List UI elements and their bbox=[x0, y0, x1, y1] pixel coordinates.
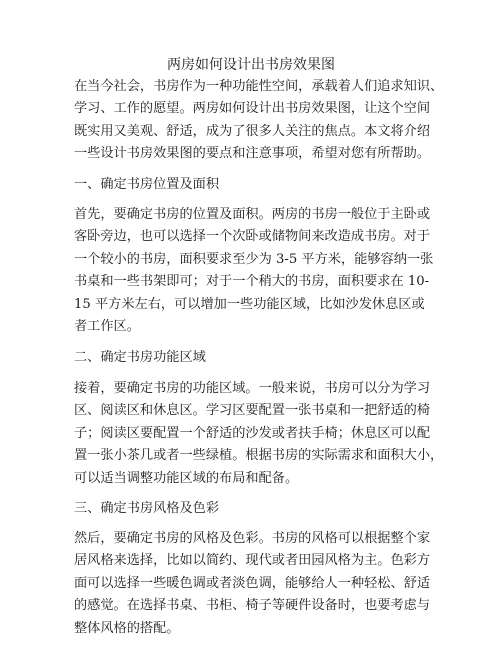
section-paragraph bbox=[74, 378, 444, 490]
paragraph-line: 然后，要确定书房的风格及色彩。书房的风格可以根据整个家 bbox=[74, 531, 431, 546]
paragraph-line: 可以适当调整功能区域的布局和配备。 bbox=[74, 470, 299, 486]
paragraph-line: 整体风格的搭配。 bbox=[74, 620, 180, 636]
paragraph-line: 既实用又美观、舒适，成为了很多人关注的焦点。本文将介绍 bbox=[74, 123, 431, 139]
paragraph-line: 置一张小茶几或者一些绿植。根据书房的实际需求和面积大小， bbox=[74, 448, 444, 464]
section-paragraph bbox=[74, 528, 434, 640]
paragraph-line: 的感觉。在选择书桌、书柜、椅子等硬件设备时，也要考虑与 bbox=[74, 598, 431, 614]
paragraph-line: 首先，要确定书房的位置及面积。两房的书房一般位于主卧或 bbox=[74, 207, 431, 222]
paragraph-line: 学习、工作的愿望。两房如何设计出书房效果图，让这个空间 bbox=[74, 101, 431, 117]
paragraph-line: 居风格来选择，比如以简约、现代或者田园风格为主。色彩方 bbox=[74, 553, 431, 569]
intro-paragraph bbox=[74, 76, 444, 166]
section-heading: 一、确定书房位置及面积 bbox=[74, 177, 220, 192]
document-title: 两房如何设计出书房效果图 bbox=[167, 57, 335, 73]
paragraph-line: 者工作区。 bbox=[74, 319, 140, 335]
paragraph-line: 一个较小的书房，面积要求至少为 3-5 平方米，能够容纳一张 bbox=[74, 251, 434, 267]
paragraph-line: 区、阅读区和休息区。学习区要配置一张书桌和一把舒适的椅 bbox=[74, 403, 431, 419]
paragraph-line: 接着，要确定书房的功能区域。一般来说，书房可以分为学习 bbox=[74, 381, 431, 396]
section-heading: 三、确定书房风格及色彩 bbox=[74, 501, 220, 516]
paragraph-line: 面可以选择一些暖色调或者淡色调，能够给人一种轻松、舒适 bbox=[74, 575, 431, 591]
section-heading: 二、确定书房功能区域 bbox=[74, 350, 206, 365]
section-paragraph bbox=[74, 204, 434, 338]
paragraph-line: 在当今社会，书房作为一种功能性空间，承载着人们追求知识、 bbox=[74, 79, 444, 94]
paragraph-line: 一些设计书房效果图的要点和注意事项，希望对您有所帮助。 bbox=[74, 146, 431, 162]
paragraph-line: 子；阅读区要配置一个舒适的沙发或者扶手椅；休息区可以配 bbox=[74, 425, 431, 441]
paragraph-line: 书桌和一些书架即可；对于一个稍大的书房，面积要求在 10- bbox=[74, 274, 430, 290]
paragraph-line: 客卧旁边，也可以选择一个次卧或储物间来改造成书房。对于 bbox=[74, 229, 431, 245]
paragraph-line: 15 平方米左右，可以增加一些功能区域，比如沙发休息区或 bbox=[74, 296, 425, 312]
